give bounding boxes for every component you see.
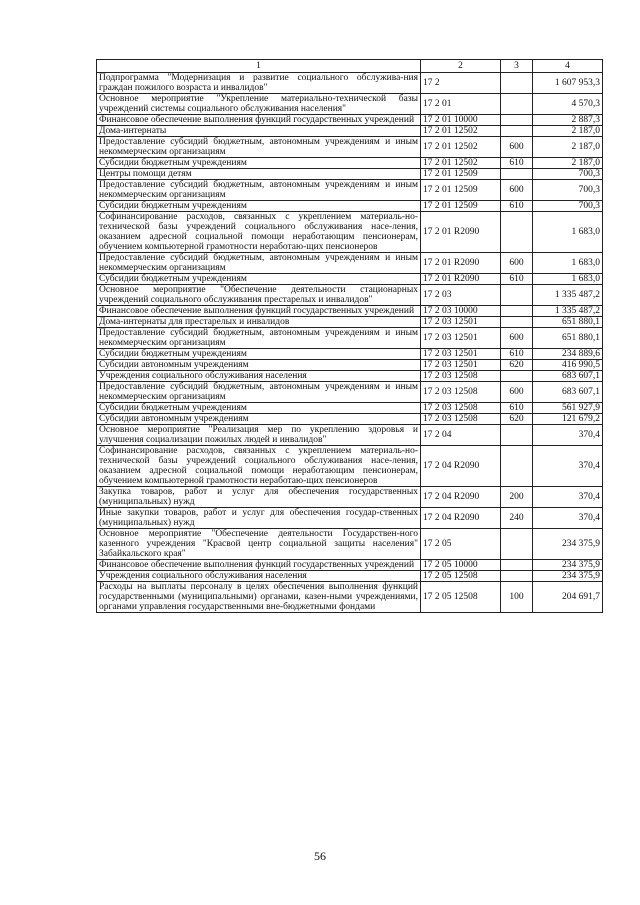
row-expense-type: 610 bbox=[501, 349, 533, 360]
header-col-2: 2 bbox=[421, 60, 501, 73]
row-expense-type bbox=[501, 560, 533, 571]
table-row bbox=[97, 508, 603, 529]
row-code: 17 2 04 bbox=[421, 425, 501, 446]
row-amount: 1 683,0 bbox=[533, 274, 603, 285]
row-amount: 370,4 bbox=[533, 425, 603, 446]
table-row bbox=[97, 253, 603, 274]
row-expense-type bbox=[501, 285, 533, 306]
row-name: Основное мероприятие "Реализация мер по укреплению здоровья и улучшения социализации пожилых людей и инвалидов" bbox=[97, 425, 421, 446]
row-code: 17 2 01 10000 bbox=[421, 115, 501, 126]
row-amount: 1 607 953,3 bbox=[533, 73, 603, 94]
row-code: 17 2 bbox=[421, 73, 501, 94]
table-row bbox=[97, 328, 603, 349]
row-name: Основное мероприятие "Обеспечение деятельности стационарных учреждений социального обслуживания престарелых и инвалидов" bbox=[97, 285, 421, 306]
row-name: Предоставление субсидий бюджетным, автономным учреждениям и иным некоммерческим организациям bbox=[97, 253, 421, 274]
row-code: 17 2 05 10000 bbox=[421, 560, 501, 571]
table-row bbox=[97, 126, 603, 137]
table-row bbox=[97, 371, 603, 382]
row-code: 17 2 03 12508 bbox=[421, 382, 501, 403]
row-expense-type bbox=[501, 306, 533, 317]
row-amount: 2 187,0 bbox=[533, 137, 603, 158]
header-col-3: 3 bbox=[501, 60, 533, 73]
table-row bbox=[97, 560, 603, 571]
row-code: 17 2 03 12508 bbox=[421, 371, 501, 382]
table-row bbox=[97, 425, 603, 446]
table-row bbox=[97, 158, 603, 169]
row-amount: 561 927,9 bbox=[533, 403, 603, 414]
row-expense-type: 620 bbox=[501, 414, 533, 425]
row-expense-type: 610 bbox=[501, 274, 533, 285]
row-expense-type: 610 bbox=[501, 158, 533, 169]
row-name: Субсидии бюджетным учреждениям bbox=[97, 274, 421, 285]
table-row bbox=[97, 582, 603, 613]
row-code: 17 2 04 R2090 bbox=[421, 508, 501, 529]
row-expense-type: 600 bbox=[501, 180, 533, 201]
row-expense-type: 620 bbox=[501, 360, 533, 371]
table-row bbox=[97, 115, 603, 126]
row-amount: 370,4 bbox=[533, 508, 603, 529]
row-expense-type: 240 bbox=[501, 508, 533, 529]
row-code: 17 2 03 12501 bbox=[421, 317, 501, 328]
table-row bbox=[97, 446, 603, 487]
row-expense-type bbox=[501, 212, 533, 253]
row-code: 17 2 03 12508 bbox=[421, 403, 501, 414]
row-code: 17 2 01 bbox=[421, 94, 501, 115]
row-amount: 683 607,1 bbox=[533, 382, 603, 403]
row-amount: 700,3 bbox=[533, 201, 603, 212]
row-code: 17 2 03 bbox=[421, 285, 501, 306]
row-code: 17 2 01 12502 bbox=[421, 158, 501, 169]
row-code: 17 2 01 12509 bbox=[421, 180, 501, 201]
row-expense-type bbox=[501, 529, 533, 560]
row-code: 17 2 01 R2090 bbox=[421, 253, 501, 274]
row-expense-type bbox=[501, 317, 533, 328]
row-name: Софинансирование расходов, связанных с укреплением материаль-но-технической базы учреждений социального обслуживания насе-ления, оказанием адресной социальной помощи неработающим пенсионерам, обучением компьютерной грамотности неработаю-щих пенсионеров bbox=[97, 446, 421, 487]
table-row bbox=[97, 180, 603, 201]
row-name: Финансовое обеспечение выполнения функций государственных учреждений bbox=[97, 115, 421, 126]
row-amount: 1 335 487,2 bbox=[533, 285, 603, 306]
row-name: Субсидии автономным учреждениям bbox=[97, 414, 421, 425]
table-body bbox=[97, 73, 603, 613]
row-name: Учреждения социального обслуживания населения bbox=[97, 571, 421, 582]
row-name: Софинансирование расходов, связанных с укреплением материаль-но-технической базы учреждений социального обслуживания насе-ления, оказанием адресной социальной помощи неработающим пенсионерам, обучением компьютерной грамотности неработаю-щих пенсионеров bbox=[97, 212, 421, 253]
row-code: 17 2 03 12501 bbox=[421, 360, 501, 371]
table-row bbox=[97, 349, 603, 360]
table-row bbox=[97, 360, 603, 371]
table-row bbox=[97, 274, 603, 285]
table-row bbox=[97, 285, 603, 306]
row-amount: 700,3 bbox=[533, 180, 603, 201]
row-name: Финансовое обеспечение выполнения функций государственных учреждений bbox=[97, 560, 421, 571]
row-name: Расходы на выплаты персоналу в целях обеспечения выполнения функций государственными (муниципальными) органами, казен-ными учреждениями, органами управления государственными вне-бюджетными фондами bbox=[97, 582, 421, 613]
row-expense-type bbox=[501, 94, 533, 115]
row-amount: 2 187,0 bbox=[533, 126, 603, 137]
row-code: 17 2 04 R2090 bbox=[421, 446, 501, 487]
row-amount: 1 683,0 bbox=[533, 253, 603, 274]
row-code: 17 2 03 10000 bbox=[421, 306, 501, 317]
row-amount: 416 990,5 bbox=[533, 360, 603, 371]
table-row bbox=[97, 306, 603, 317]
row-code: 17 2 05 12508 bbox=[421, 582, 501, 613]
row-name: Основное мероприятие "Обеспечение деятельности Государствен-ного казенного учреждения "Красвой центр социальной защиты населения" Забайкальского края" bbox=[97, 529, 421, 560]
row-name: Предоставление субсидий бюджетным, автономным учреждениям и иным некоммерческим организациям bbox=[97, 180, 421, 201]
row-name: Субсидии бюджетным учреждениям bbox=[97, 201, 421, 212]
row-amount: 234 375,9 bbox=[533, 529, 603, 560]
row-name: Иные закупки товаров, работ и услуг для обеспечения государ-ственных (муниципальных) нужд bbox=[97, 508, 421, 529]
table-row bbox=[97, 137, 603, 158]
row-code: 17 2 03 12501 bbox=[421, 349, 501, 360]
table-row bbox=[97, 169, 603, 180]
row-name: Предоставление субсидий бюджетным, автономным учреждениям и иным некоммерческим организациям bbox=[97, 137, 421, 158]
row-expense-type bbox=[501, 73, 533, 94]
row-name: Финансовое обеспечение выполнения функций государственных учреждений bbox=[97, 306, 421, 317]
row-name: Закупка товаров, работ и услуг для обеспечения государственных (муниципальных) нужд bbox=[97, 487, 421, 508]
row-expense-type bbox=[501, 126, 533, 137]
table-row bbox=[97, 201, 603, 212]
row-expense-type bbox=[501, 115, 533, 126]
table-row bbox=[97, 529, 603, 560]
row-code: 17 2 01 12502 bbox=[421, 137, 501, 158]
row-name: Центры помощи детям bbox=[97, 169, 421, 180]
row-expense-type: 610 bbox=[501, 201, 533, 212]
header-col-1: 1 bbox=[97, 60, 421, 73]
row-name: Учреждения социального обслуживания населения bbox=[97, 371, 421, 382]
row-expense-type: 610 bbox=[501, 403, 533, 414]
table-row bbox=[97, 414, 603, 425]
row-amount: 204 691,7 bbox=[533, 582, 603, 613]
row-amount: 1 335 487,2 bbox=[533, 306, 603, 317]
table-row bbox=[97, 212, 603, 253]
row-expense-type bbox=[501, 446, 533, 487]
page-number: 56 bbox=[314, 849, 326, 863]
row-amount: 1 683,0 bbox=[533, 212, 603, 253]
budget-table bbox=[96, 59, 603, 613]
row-code: 17 2 03 12501 bbox=[421, 328, 501, 349]
row-expense-type: 600 bbox=[501, 137, 533, 158]
row-code: 17 2 01 R2090 bbox=[421, 274, 501, 285]
table-row bbox=[97, 73, 603, 94]
row-name: Субсидии бюджетным учреждениям bbox=[97, 403, 421, 414]
row-name: Основное мероприятие "Укрепление материально-технической базы учреждений системы социального обслуживания населения" bbox=[97, 94, 421, 115]
row-expense-type bbox=[501, 571, 533, 582]
row-expense-type: 600 bbox=[501, 382, 533, 403]
row-amount: 651 880,1 bbox=[533, 317, 603, 328]
row-code: 17 2 05 12508 bbox=[421, 571, 501, 582]
row-amount: 4 570,3 bbox=[533, 94, 603, 115]
row-amount: 683 607,1 bbox=[533, 371, 603, 382]
row-expense-type bbox=[501, 371, 533, 382]
row-name: Дома-интернаты bbox=[97, 126, 421, 137]
table-row bbox=[97, 487, 603, 508]
row-name: Субсидии бюджетным учреждениям bbox=[97, 349, 421, 360]
row-amount: 121 679,2 bbox=[533, 414, 603, 425]
row-code: 17 2 01 12509 bbox=[421, 169, 501, 180]
row-expense-type: 600 bbox=[501, 253, 533, 274]
row-name: Предоставление субсидий бюджетным, автономным учреждениям и иным некоммерческим организациям bbox=[97, 382, 421, 403]
row-expense-type: 200 bbox=[501, 487, 533, 508]
row-name: Дома-интернаты для престарелых и инвалидов bbox=[97, 317, 421, 328]
header-row bbox=[97, 60, 603, 73]
row-name: Подпрограмма "Модернизация и развитие социального обслужива-ния граждан пожилого возраста и инвалидов" bbox=[97, 73, 421, 94]
row-amount: 234 889,6 bbox=[533, 349, 603, 360]
row-code: 17 2 05 bbox=[421, 529, 501, 560]
table-row bbox=[97, 317, 603, 328]
row-expense-type: 100 bbox=[501, 582, 533, 613]
row-expense-type bbox=[501, 169, 533, 180]
row-expense-type: 600 bbox=[501, 328, 533, 349]
row-amount: 2 187,0 bbox=[533, 158, 603, 169]
table-row bbox=[97, 94, 603, 115]
row-name: Предоставление субсидий бюджетным, автономным учреждениям и иным некоммерческим организациям bbox=[97, 328, 421, 349]
row-name: Субсидии автономным учреждениям bbox=[97, 360, 421, 371]
table-row bbox=[97, 382, 603, 403]
header-col-4: 4 bbox=[533, 60, 603, 73]
row-amount: 2 887,3 bbox=[533, 115, 603, 126]
row-code: 17 2 04 R2090 bbox=[421, 487, 501, 508]
row-code: 17 2 01 12509 bbox=[421, 201, 501, 212]
row-amount: 651 880,1 bbox=[533, 328, 603, 349]
row-code: 17 2 01 R2090 bbox=[421, 212, 501, 253]
row-amount: 234 375,9 bbox=[533, 571, 603, 582]
row-code: 17 2 01 12502 bbox=[421, 126, 501, 137]
row-amount: 234 375,9 bbox=[533, 560, 603, 571]
table-row bbox=[97, 571, 603, 582]
row-amount: 700,3 bbox=[533, 169, 603, 180]
row-amount: 370,4 bbox=[533, 446, 603, 487]
row-expense-type bbox=[501, 425, 533, 446]
row-amount: 370,4 bbox=[533, 487, 603, 508]
row-name: Субсидии бюджетным учреждениям bbox=[97, 158, 421, 169]
table-row bbox=[97, 403, 603, 414]
row-code: 17 2 03 12508 bbox=[421, 414, 501, 425]
